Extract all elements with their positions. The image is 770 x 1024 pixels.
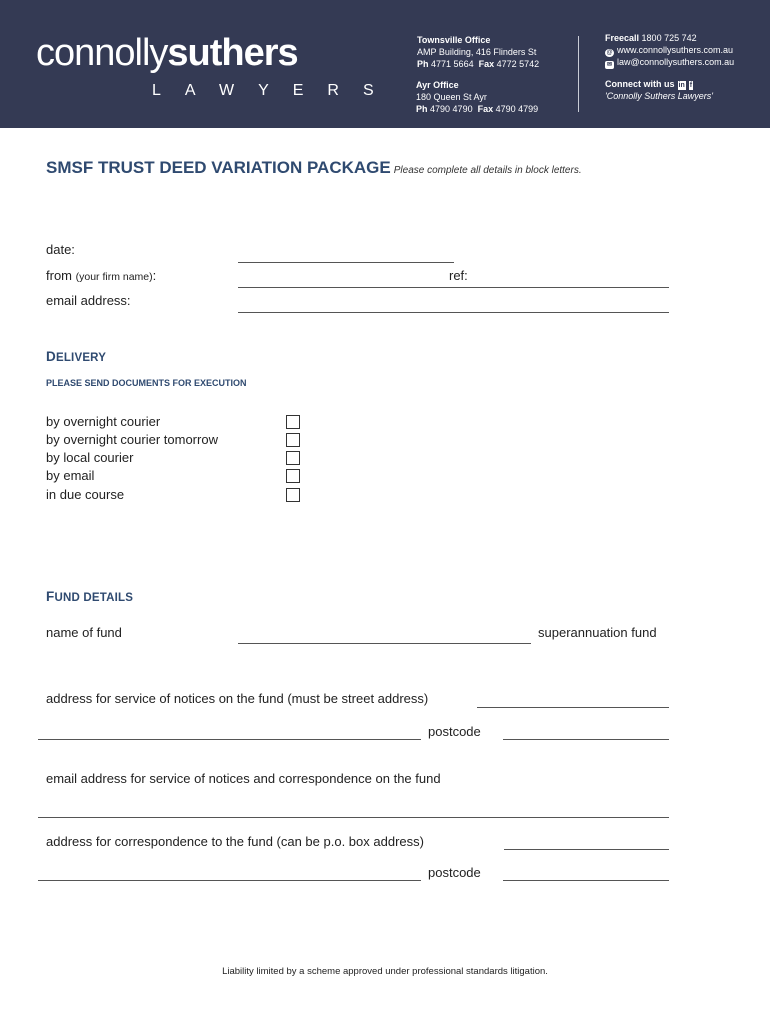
service-address-field-2[interactable] xyxy=(38,739,421,740)
email-service-label: email address for service of notices and correspondence on the fund xyxy=(46,771,441,786)
logo-text-light: connolly xyxy=(36,32,168,74)
email-service-field[interactable] xyxy=(38,817,669,818)
fund-name-label: name of fund xyxy=(46,625,122,640)
fund-name-field[interactable] xyxy=(238,643,531,644)
social-name: 'Connolly Suthers Lawyers' xyxy=(605,90,713,101)
delivery-subheading: PLEASE SEND DOCUMENTS FOR EXECUTION xyxy=(46,378,247,388)
email-line[interactable] xyxy=(605,57,734,69)
delivery-option-overnight: by overnight courier xyxy=(46,414,161,429)
logo-subtitle: LAWYERS xyxy=(152,82,398,99)
company-logo xyxy=(36,30,298,76)
townsville-heading: Townsville Office xyxy=(417,35,491,45)
logo-text-bold: suthers xyxy=(167,32,298,74)
letterhead-banner xyxy=(0,0,770,128)
form-title-note: Please complete all details in block letters. xyxy=(393,165,582,176)
form-title-main: SMSF TRUST DEED VARIATION PACKAGE xyxy=(46,158,391,177)
ayr-phone: Ph 4790 4790 Fax 4790 4799 xyxy=(416,104,539,114)
email-address-label: email address: xyxy=(46,293,131,308)
correspondence-address-field-2[interactable] xyxy=(38,880,421,881)
correspondence-address-field-1[interactable] xyxy=(504,849,669,850)
connect-line: Connect with us in f xyxy=(605,79,693,89)
townsville-address: AMP Building, 416 Flinders St xyxy=(417,47,537,57)
service-postcode-field[interactable] xyxy=(503,739,669,740)
date-field[interactable] xyxy=(238,262,454,263)
from-ref-field[interactable] xyxy=(238,287,669,288)
correspondence-postcode-label: postcode xyxy=(428,865,481,880)
ref-label: ref: xyxy=(449,268,468,283)
date-label: date: xyxy=(46,242,75,257)
delivery-option-local-courier: by local courier xyxy=(46,450,134,465)
social-block xyxy=(605,79,713,102)
delivery-checkbox-local-courier[interactable] xyxy=(286,451,300,465)
delivery-option-due-course: in due course xyxy=(46,487,125,502)
delivery-checkbox-overnight-tomorrow[interactable] xyxy=(286,433,300,447)
townsville-office xyxy=(417,34,539,70)
website-line[interactable] xyxy=(605,45,734,57)
ayr-office xyxy=(416,79,538,115)
freecall-line: Freecall 1800 725 742 xyxy=(605,33,697,43)
correspondence-postcode-field[interactable] xyxy=(503,880,669,881)
linkedin-icon[interactable]: in xyxy=(678,82,685,89)
globe-icon: @ xyxy=(606,49,613,56)
ayr-heading: Ayr Office xyxy=(416,80,459,90)
header-divider xyxy=(578,36,579,112)
contact-block xyxy=(605,33,734,69)
email-link[interactable]: law@connollysuthers.com.au xyxy=(617,56,735,67)
fund-details-heading: FUND DETAILS xyxy=(46,589,134,604)
from-label: from (your firm name): xyxy=(46,268,157,283)
service-address-label: address for service of notices on the fund (must be street address) xyxy=(46,691,429,706)
liability-footer: Liability limited by a scheme approved under professional standards litigation. xyxy=(222,966,548,977)
email-address-field[interactable] xyxy=(238,312,669,313)
townsville-phone: Ph 4771 5664 Fax 4772 5742 xyxy=(417,59,540,69)
correspondence-address-label: address for correspondence to the fund (can be p.o. box address) xyxy=(46,834,424,849)
ayr-address: 180 Queen St Ayr xyxy=(416,92,487,102)
envelope-icon: ✉ xyxy=(606,61,613,68)
facebook-icon[interactable]: f xyxy=(689,82,693,89)
form-title xyxy=(46,158,582,178)
service-address-field-1[interactable] xyxy=(477,707,669,708)
delivery-checkbox-email[interactable] xyxy=(286,469,300,483)
delivery-checkbox-overnight[interactable] xyxy=(286,415,300,429)
service-postcode-label: postcode xyxy=(428,724,481,739)
fund-name-suffix: superannuation fund xyxy=(538,625,657,640)
delivery-option-overnight-tomorrow: by overnight courier tomorrow xyxy=(46,432,218,447)
delivery-checkbox-due-course[interactable] xyxy=(286,488,300,502)
delivery-heading: DELIVERY xyxy=(46,349,107,364)
delivery-option-email: by email xyxy=(46,468,95,483)
website-link[interactable]: www.connollysuthers.com.au xyxy=(617,44,734,55)
